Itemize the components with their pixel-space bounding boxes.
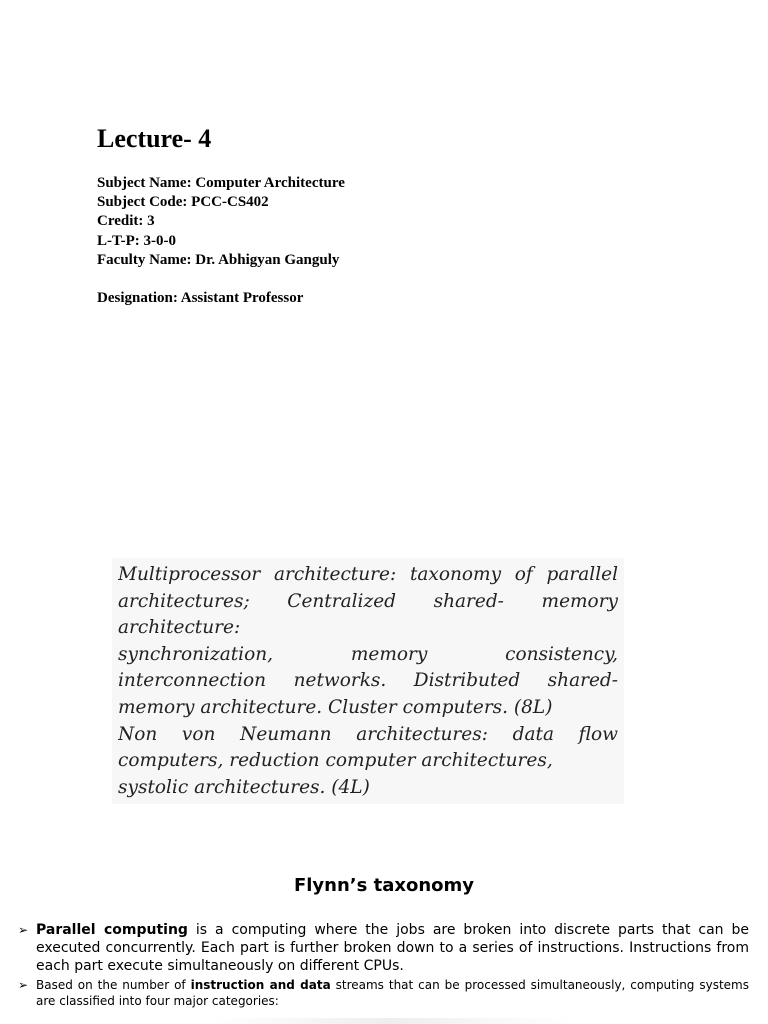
- subject-name: Subject Name: Computer Architecture: [97, 175, 345, 191]
- bullet-bold: Parallel computing: [36, 922, 188, 938]
- syllabus-excerpt-image: [112, 558, 624, 804]
- subject-code: Subject Code: PCC-CS402: [97, 194, 269, 211]
- syllabus-line: computers, reduction computer architectures,: [118, 750, 553, 772]
- designation: Designation: Assistant Professor: [97, 290, 304, 307]
- page-continuation-fade: [210, 1018, 570, 1024]
- bullet-text: is a computing where the jobs are broken into discrete parts that can be executed concurrently. Each part is further broken down to a series of instructions. Instructions from each part execute simultaneously on different CPUs.: [36, 922, 749, 974]
- syllabus-line: architecture:: [118, 617, 241, 639]
- syllabus-line: interconnection networks. Distributed shared-: [118, 670, 618, 692]
- bullet-item: [18, 977, 749, 1009]
- syllabus-line: memory architecture. Cluster computers. (8L): [118, 696, 553, 718]
- ltp: L-T-P: 3-0-0: [97, 232, 177, 249]
- bullet-item: [18, 921, 749, 975]
- syllabus-line: Non von Neumann architectures: data flow: [118, 723, 618, 745]
- credit: Credit: 3: [97, 213, 155, 230]
- arrow-bullet-icon: ➢: [18, 978, 29, 992]
- course-info: [97, 174, 345, 308]
- bullet-list: [18, 921, 749, 1009]
- bullet-text: streams that can be processed simultaneously, computing systems are classified into four major categories:: [36, 978, 749, 1008]
- lecture-title: Lecture- 4: [97, 124, 212, 153]
- syllabus-line: systolic architectures. (4L): [118, 776, 370, 798]
- bullet-text: Based on the number of: [36, 978, 191, 992]
- arrow-bullet-icon: ➢: [18, 923, 29, 937]
- syllabus-line: synchronization, memory consistency,: [118, 643, 618, 665]
- syllabus-line: architectures; Centralized shared- memory: [118, 590, 618, 612]
- section-title: Flynn’s taxonomy: [293, 875, 475, 896]
- syllabus-line: Multiprocessor architecture: taxonomy of parallel: [118, 564, 618, 585]
- bullet-bold: instruction and data: [190, 978, 331, 992]
- faculty-name: Faculty Name: Dr. Abhigyan Ganguly: [97, 251, 340, 268]
